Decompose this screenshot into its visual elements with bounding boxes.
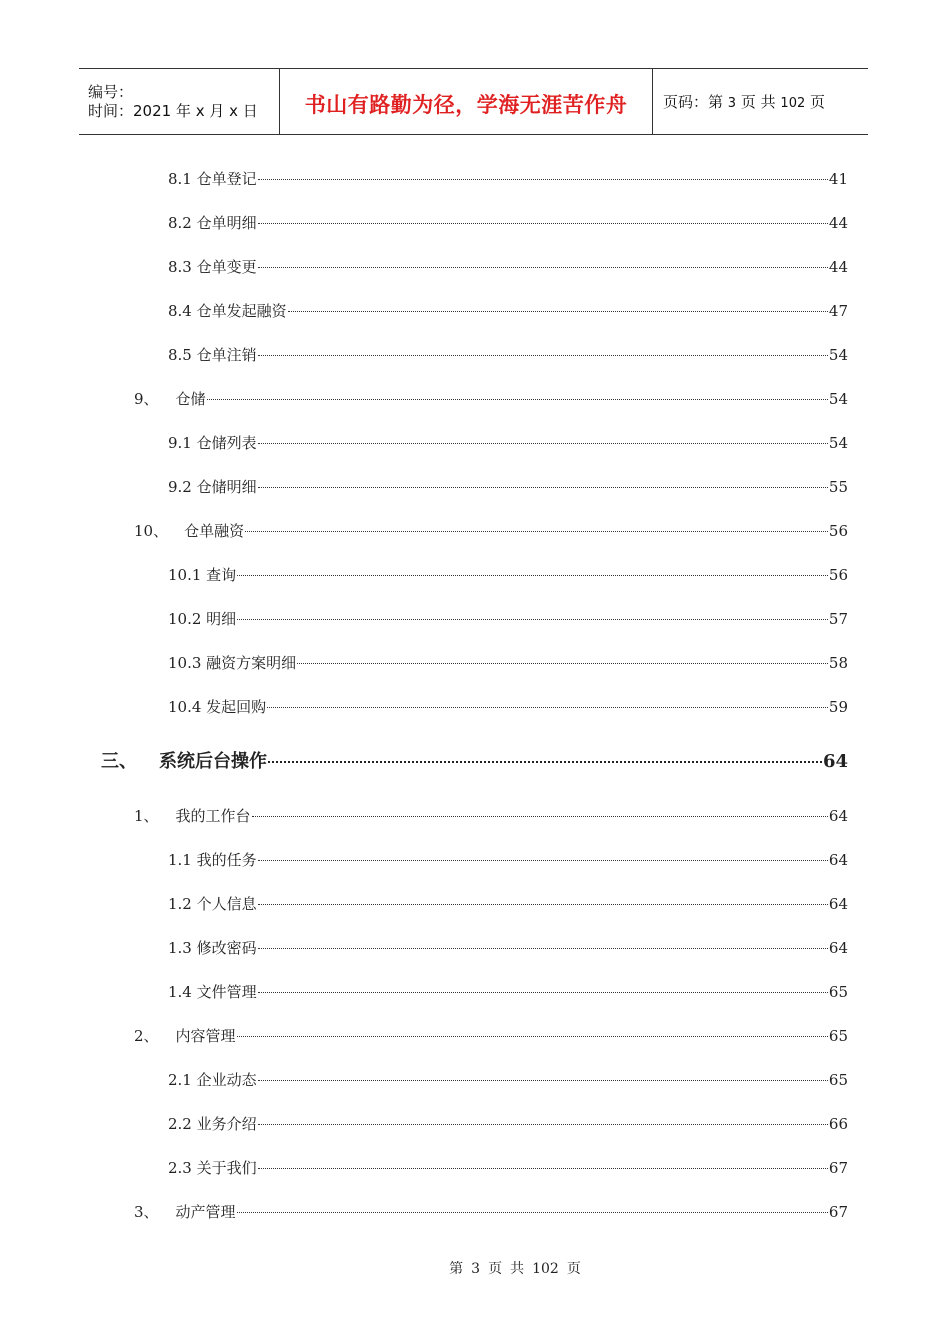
toc-entry-label: 9.2 仓储明细	[168, 478, 257, 496]
footer-total: 102	[532, 1261, 559, 1277]
toc-entry-page: 41	[828, 170, 848, 188]
toc-leader-dots	[258, 443, 828, 444]
toc-entry-page: 64	[828, 851, 848, 869]
toc-entry[interactable]	[168, 608, 848, 630]
toc-leader-dots	[258, 1080, 828, 1081]
toc-leader-dots	[297, 663, 828, 664]
toc-entry-label: 8.3 仓单变更	[168, 258, 257, 276]
toc-entry-label: 10.4 发起回购	[168, 698, 267, 716]
toc-leader-dots	[237, 575, 828, 576]
toc-entry-page: 66	[828, 1115, 848, 1133]
toc-entry[interactable]	[168, 564, 848, 586]
header-meta	[79, 69, 280, 134]
toc-leader-dots	[237, 619, 828, 620]
toc-entry[interactable]	[168, 1113, 848, 1135]
toc-leader-dots	[252, 816, 828, 817]
page-footer	[0, 1258, 950, 1278]
toc-section-number: 3、	[134, 1203, 159, 1221]
toc-entry-page: 58	[828, 654, 848, 672]
toc-leader-dots	[258, 1168, 828, 1169]
toc-entry[interactable]	[168, 1069, 848, 1091]
toc-leader-dots	[267, 707, 828, 708]
toc-entry-page: 64	[828, 939, 848, 957]
toc-entry-label: 10.2 明细	[168, 610, 237, 628]
toc-chapter-page: 64	[822, 751, 848, 772]
toc-section[interactable]	[134, 805, 848, 827]
toc-leader-dots	[237, 1036, 828, 1037]
toc-leader-dots	[258, 223, 828, 224]
toc-entry-label: 10.3 融资方案明细	[168, 654, 297, 672]
toc-leader-dots	[258, 179, 828, 180]
toc-entry-page: 57	[828, 610, 848, 628]
toc-entry-page: 64	[828, 895, 848, 913]
toc-entry-page: 54	[828, 434, 848, 452]
toc-entry[interactable]	[168, 696, 848, 718]
footer-total-word: 共	[510, 1261, 525, 1277]
toc-entry[interactable]	[168, 652, 848, 674]
page-total: 102	[780, 96, 806, 111]
toc-entry-label: 8.2 仓单明细	[168, 214, 257, 232]
toc-entry[interactable]	[168, 344, 848, 366]
toc-entry[interactable]	[168, 300, 848, 322]
toc-entry-label: 1.3 修改密码	[168, 939, 257, 957]
toc-entry[interactable]	[168, 849, 848, 871]
toc-leader-dots	[258, 267, 828, 268]
slogan: 书山有路勤为径，学海无涯苦作舟	[304, 92, 628, 117]
toc-section[interactable]	[134, 388, 848, 410]
toc-entry-page: 47	[828, 302, 848, 320]
toc-entry[interactable]	[168, 893, 848, 915]
toc-entry-label: 9.1 仓储列表	[168, 434, 257, 452]
time-label: 时间：2021 年 x 月 x 日	[88, 101, 258, 120]
toc-entry-page: 65	[828, 983, 848, 1001]
footer-current: 3	[471, 1261, 481, 1277]
toc-section-label: 内容管理	[175, 1027, 236, 1045]
toc-entry-label: 8.1 仓单登记	[168, 170, 257, 188]
toc-section-number: 2、	[134, 1027, 159, 1045]
page-prefix: 页码：第	[663, 93, 724, 111]
toc-entry-label: 2.1 企业动态	[168, 1071, 257, 1089]
toc-leader-dots	[237, 1212, 828, 1213]
toc-leader-dots	[258, 948, 828, 949]
toc-section-page: 65	[828, 1027, 848, 1045]
toc-leader-dots	[288, 311, 828, 312]
toc-entry-page: 54	[828, 346, 848, 364]
toc-entry-label: 1.1 我的任务	[168, 851, 257, 869]
footer-suffix: 页	[566, 1261, 581, 1277]
page-header	[79, 68, 868, 135]
toc-entry-label: 8.5 仓单注销	[168, 346, 257, 364]
toc-section[interactable]	[134, 1025, 848, 1047]
toc-section-page: 56	[828, 522, 848, 540]
toc-section[interactable]	[134, 520, 848, 542]
toc-leader-dots	[258, 904, 828, 905]
toc-entry[interactable]	[168, 1157, 848, 1179]
toc-entry-page: 44	[828, 258, 848, 276]
toc-entry-label: 2.2 业务介绍	[168, 1115, 257, 1133]
toc-entry-label: 2.3 关于我们	[168, 1159, 257, 1177]
toc-entry-label: 8.4 仓单发起融资	[168, 302, 287, 320]
toc-entry[interactable]	[168, 981, 848, 1003]
toc-section[interactable]	[134, 1201, 848, 1223]
toc-entry[interactable]	[168, 256, 848, 278]
toc-chapter-number: 三、	[101, 751, 137, 772]
toc-entry-label: 1.4 文件管理	[168, 983, 257, 1001]
toc-section-number: 9、	[134, 390, 159, 408]
toc-section-label: 我的工作台	[175, 807, 251, 825]
page-current: 3	[727, 96, 737, 111]
toc-leader-dots	[258, 992, 828, 993]
toc-entry[interactable]	[168, 937, 848, 959]
toc-leader-dots	[258, 1124, 828, 1125]
toc-entry[interactable]	[168, 476, 848, 498]
toc-section-page: 54	[828, 390, 848, 408]
toc-entry[interactable]	[168, 168, 848, 190]
toc-leader-dots	[258, 860, 828, 861]
toc-entry-page: 67	[828, 1159, 848, 1177]
toc-leader-dots	[258, 355, 828, 356]
toc-leader-dots	[268, 761, 822, 763]
page-suffix: 页	[810, 93, 826, 111]
toc-leader-dots	[207, 399, 828, 400]
toc-entry-page: 56	[828, 566, 848, 584]
toc-entry-label: 10.1 查询	[168, 566, 237, 584]
toc-leader-dots	[245, 531, 828, 532]
toc-entry[interactable]	[168, 212, 848, 234]
toc-entry-page: 44	[828, 214, 848, 232]
toc-section-number: 1、	[134, 807, 159, 825]
toc-entry-page: 65	[828, 1071, 848, 1089]
toc-chapter[interactable]	[101, 749, 848, 775]
toc-section-label: 仓储	[175, 390, 206, 408]
page-mid: 页 共	[740, 93, 776, 111]
toc-entry-label: 1.2 个人信息	[168, 895, 257, 913]
toc-chapter-label: 系统后台操作	[159, 751, 267, 772]
toc-entry[interactable]	[168, 432, 848, 454]
header-slogan-cell	[280, 69, 653, 134]
number-label: 编号：	[88, 82, 134, 101]
toc-section-number: 10、	[134, 522, 169, 540]
footer-page-word: 页	[488, 1261, 503, 1277]
toc-section-label: 仓单融资	[184, 522, 245, 540]
toc-section-label: 动产管理	[175, 1203, 236, 1221]
toc-entry-page: 59	[828, 698, 848, 716]
toc-entry-page: 55	[828, 478, 848, 496]
header-page-info	[653, 69, 868, 134]
toc-leader-dots	[258, 487, 828, 488]
toc-section-page: 67	[828, 1203, 848, 1221]
footer-prefix: 第	[449, 1261, 464, 1277]
toc-section-page: 64	[828, 807, 848, 825]
